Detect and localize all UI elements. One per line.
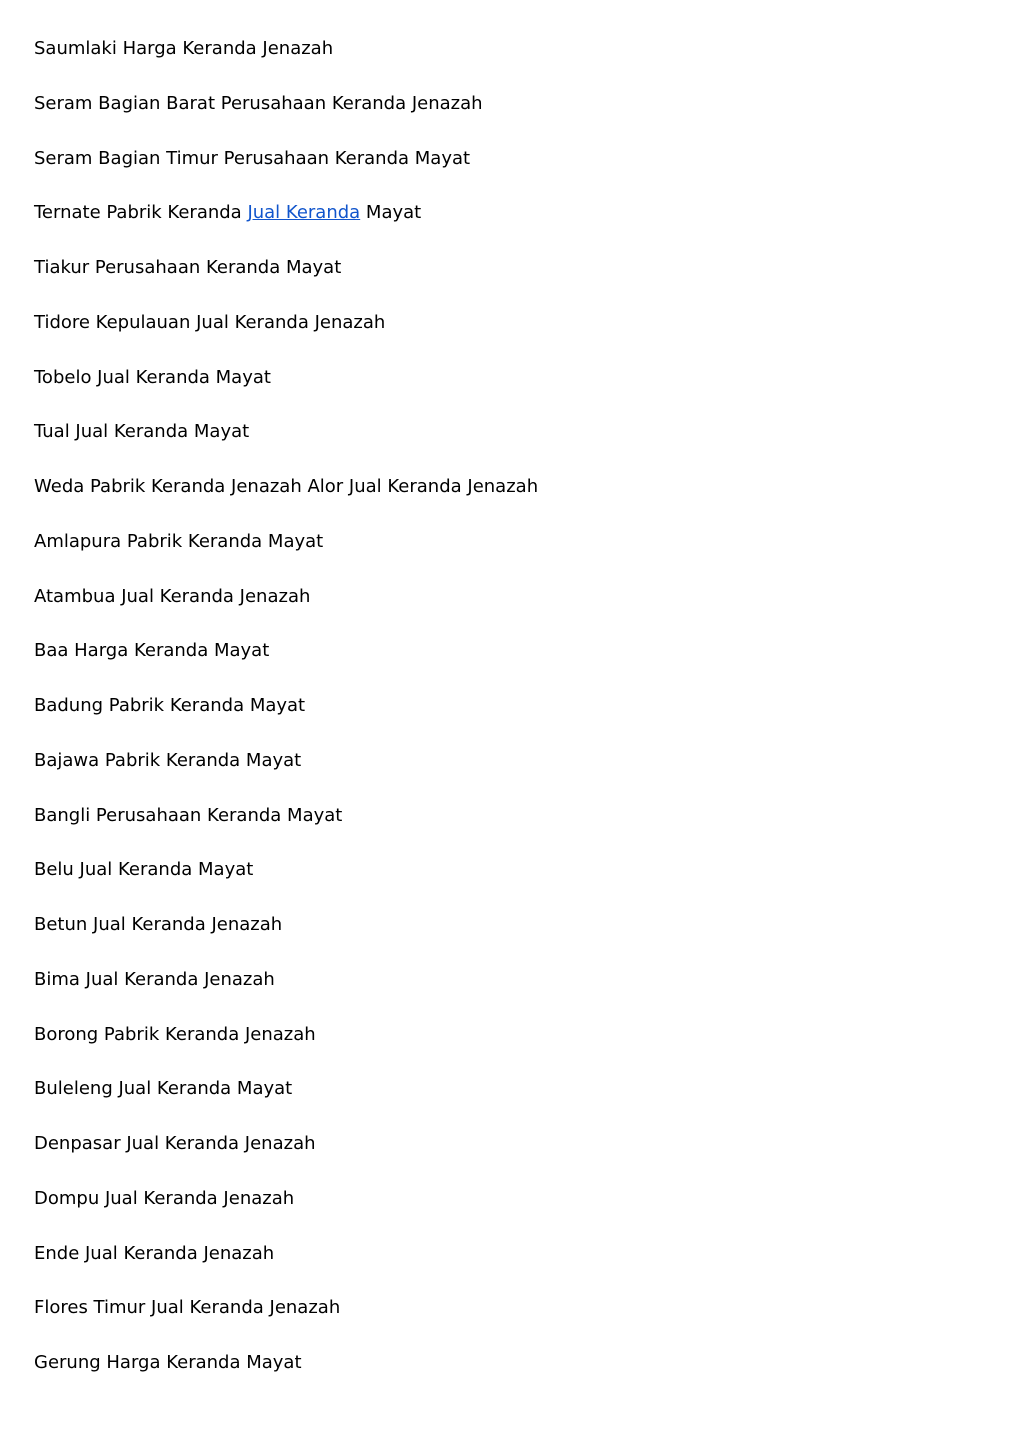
- text-line-list: [34, 36, 538, 1405]
- jual-keranda-link[interactable]: Jual Keranda: [247, 202, 361, 224]
- text-line: Badung Pabrik Keranda Mayat: [34, 695, 306, 716]
- text-line: Ende Jual Keranda Jenazah: [34, 1242, 275, 1264]
- text-line: Amlapura Pabrik Keranda Mayat: [34, 530, 324, 552]
- text-line: Seram Bagian Barat Perusahaan Keranda Jenazah: [34, 92, 483, 114]
- text-line: Bajawa Pabrik Keranda Mayat: [34, 749, 302, 771]
- text-line: Saumlaki Harga Keranda Jenazah: [34, 38, 334, 59]
- text-line: Borong Pabrik Keranda Jenazah: [34, 1023, 316, 1045]
- text-line: Bima Jual Keranda Jenazah: [34, 968, 275, 990]
- text-line: Tiakur Perusahaan Keranda Mayat: [34, 257, 342, 278]
- text-line: Weda Pabrik Keranda Jenazah Alor Jual Keranda Jenazah: [34, 476, 539, 497]
- text-line: Tidore Kepulauan Jual Keranda Jenazah: [34, 311, 386, 333]
- text-line: Atambua Jual Keranda Jenazah: [34, 585, 311, 607]
- line-text-after-link: Mayat: [360, 202, 422, 224]
- text-line: Seram Bagian Timur Perusahaan Keranda Mayat: [34, 147, 471, 169]
- text-line: Bangli Perusahaan Keranda Mayat: [34, 804, 343, 826]
- text-line: Tobelo Jual Keranda Mayat: [34, 366, 271, 388]
- text-line: Buleleng Jual Keranda Mayat: [34, 1078, 293, 1100]
- line-text-before-link: Ternate Pabrik Keranda: [34, 202, 248, 224]
- text-line: Dompu Jual Keranda Jenazah: [34, 1187, 295, 1209]
- text-line: Denpasar Jual Keranda Jenazah: [34, 1133, 316, 1154]
- text-line: Betun Jual Keranda Jenazah: [34, 914, 283, 935]
- text-line: Baa Harga Keranda Mayat: [34, 640, 270, 662]
- text-line: Flores Timur Jual Keranda Jenazah: [34, 1297, 341, 1319]
- text-line: Gerung Harga Keranda Mayat: [34, 1352, 302, 1373]
- text-line-with-link: [34, 200, 538, 255]
- text-line: Tual Jual Keranda Mayat: [34, 421, 250, 443]
- text-line: Belu Jual Keranda Mayat: [34, 859, 254, 881]
